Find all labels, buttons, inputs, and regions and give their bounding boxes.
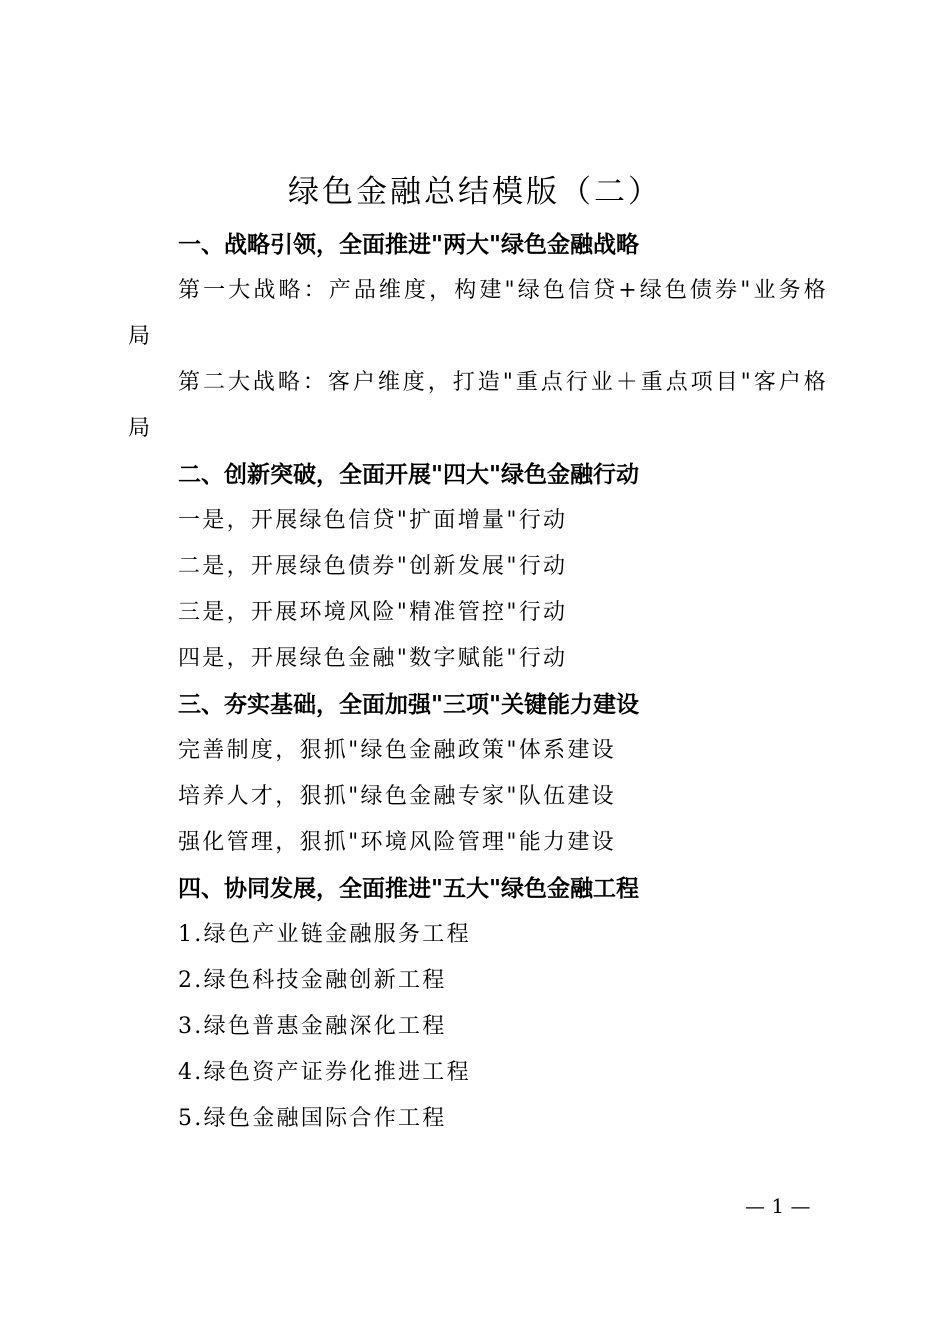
project-item: 2.绿色科技金融创新工程: [178, 968, 447, 993]
document-body: [128, 222, 828, 1142]
strategy-item: 第二大战略：客户维度，打造"重点行业＋重点项目"客户格局: [128, 370, 828, 441]
action-item: 三是，开展环境风险"精准管控"行动: [178, 600, 568, 625]
section-heading: 三、夯实基础，全面加强"三项"关键能力建设: [178, 692, 639, 718]
capability-item: 完善制度，狠抓"绿色金融政策"体系建设: [178, 738, 616, 763]
document-title: 绿色金融总结模版（二）: [288, 174, 662, 210]
project-item: 3.绿色普惠金融深化工程: [178, 1014, 447, 1039]
section-heading: 一、战略引领，全面推进"两大"绿色金融战略: [178, 232, 639, 258]
project-item: 5.绿色金融国际合作工程: [178, 1106, 447, 1131]
strategy-item: 第一大战略：产品维度，构建"绿色信贷+绿色债券"业务格局: [128, 278, 828, 349]
capability-item: 培养人才，狠抓"绿色金融专家"队伍建设: [178, 784, 616, 809]
project-item: 4.绿色资产证券化推进工程: [178, 1060, 471, 1085]
project-item: 1.绿色产业链金融服务工程: [178, 922, 471, 947]
capability-item: 强化管理，狠抓"环境风险管理"能力建设: [178, 830, 616, 855]
section-heading: 四、协同发展，全面推进"五大"绿色金融工程: [178, 876, 639, 902]
action-item: 二是，开展绿色债券"创新发展"行动: [178, 554, 568, 579]
action-item: 一是，开展绿色信贷"扩面增量"行动: [178, 508, 568, 533]
page-number: — 1 —: [745, 1194, 811, 1218]
section-heading: 二、创新突破，全面开展"四大"绿色金融行动: [178, 462, 639, 488]
action-item: 四是，开展绿色金融"数字赋能"行动: [178, 646, 568, 671]
